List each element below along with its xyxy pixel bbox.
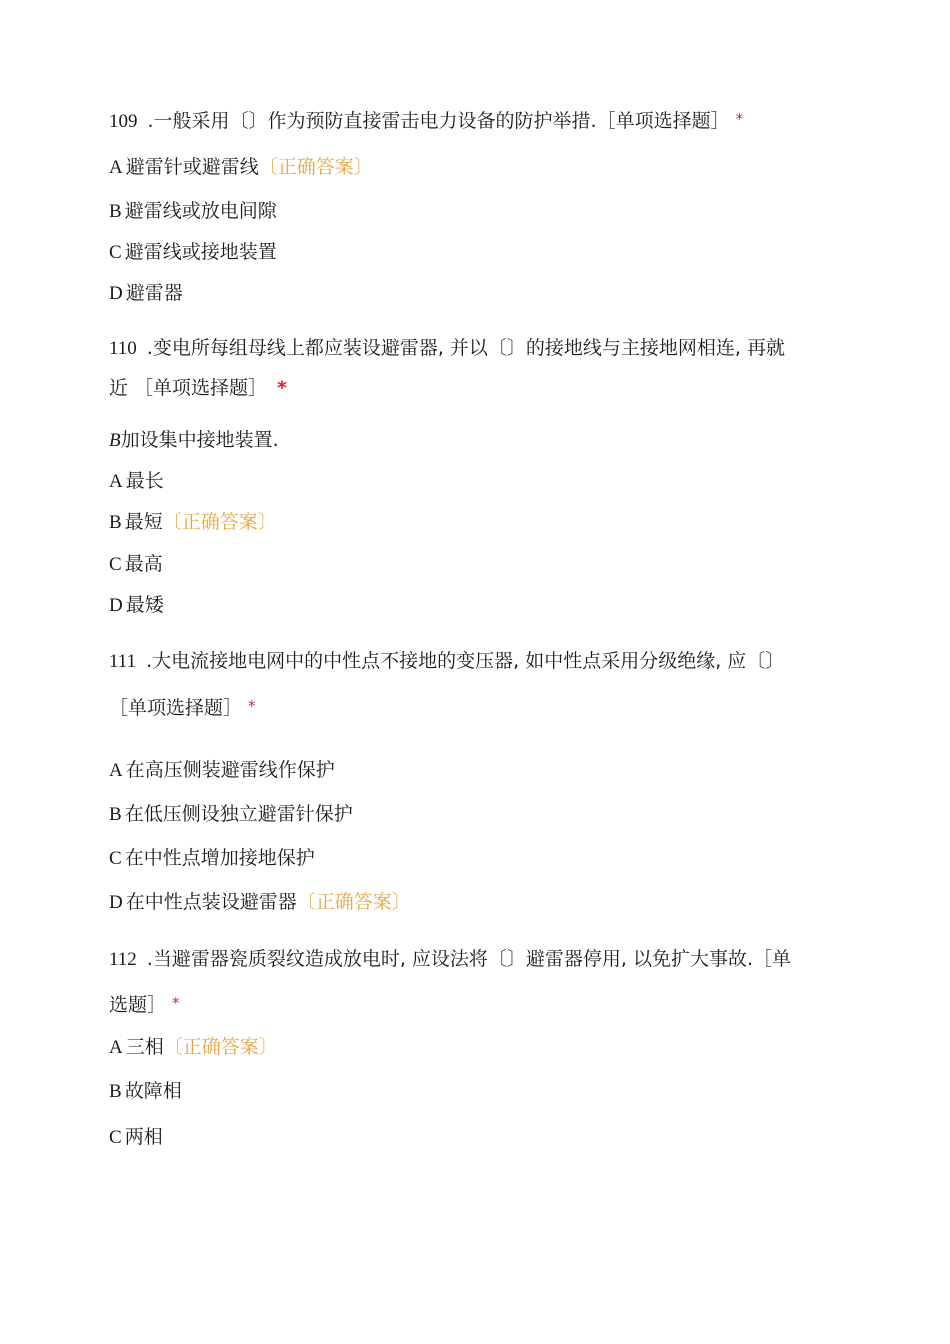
question-109-stem	[109, 107, 743, 134]
option-c[interactable]	[109, 1125, 163, 1150]
extra-letter: B	[109, 430, 121, 451]
question-110-stem-continued	[109, 376, 287, 400]
option-letter: C	[109, 1127, 122, 1148]
option-text: 在中性点增加接地保护	[124, 847, 315, 869]
option-d[interactable]	[109, 890, 411, 915]
option-text: 避雷针或避雷线	[125, 156, 259, 178]
option-text: 在高压侧装避雷线作保护	[125, 759, 335, 781]
question-112-stem	[109, 947, 791, 972]
option-letter: D	[109, 595, 123, 616]
question-text: 选题］	[109, 994, 167, 1016]
question-text: .大电流接地电网中的中性点不接地的变压器, 如中性点采用分级绝缘, 应〔〕	[146, 650, 785, 672]
required-star: *	[248, 697, 256, 715]
question-number: 111	[109, 651, 137, 672]
question-110-stem	[109, 336, 785, 361]
option-letter: A	[109, 760, 123, 781]
question-111-stem	[109, 649, 784, 674]
option-a[interactable]	[109, 758, 335, 783]
option-text: 最高	[124, 553, 163, 575]
question-text: 近 ［单项选择题］	[109, 377, 268, 399]
option-text: 最长	[125, 470, 164, 492]
question-text: .变电所每组母线上都应装设避雷器, 并以〔〕的接地线与主接地网相连, 再就	[146, 337, 785, 359]
option-text: 避雷器	[125, 282, 183, 304]
option-letter: B	[109, 1081, 122, 1102]
option-text: 最矮	[125, 594, 164, 616]
option-text: 在低压侧设独立避雷针保护	[124, 803, 353, 825]
option-letter: D	[109, 892, 123, 913]
option-letter: A	[109, 157, 123, 178]
option-a[interactable]	[109, 1035, 278, 1060]
option-letter: C	[109, 242, 122, 263]
option-letter: C	[109, 848, 122, 869]
required-star: *	[172, 994, 180, 1012]
option-c[interactable]	[109, 846, 315, 871]
option-text: 避雷线或放电间隙	[124, 200, 277, 222]
question-text: .当避雷器瓷质裂纹造成放电时, 应设法将〔〕避雷器停用, 以免扩大事故.［单	[146, 948, 792, 970]
extra-text: 加设集中接地装置.	[120, 429, 279, 451]
option-b[interactable]	[109, 510, 277, 535]
option-b[interactable]	[109, 802, 353, 827]
option-letter: C	[109, 554, 122, 575]
correct-answer-tag: 〔正确答案〕	[162, 511, 277, 533]
question-number: 110	[109, 338, 137, 359]
option-letter: B	[109, 804, 122, 825]
correct-answer-tag: 〔正确答案〕	[163, 1036, 278, 1058]
option-text: 三相	[125, 1036, 164, 1058]
question-text: ［单项选择题］	[109, 697, 243, 719]
option-text: 故障相	[124, 1080, 182, 1102]
question-111-stem-continued	[109, 694, 256, 720]
correct-answer-tag: 〔正确答案〕	[296, 891, 411, 913]
option-text: 在中性点装设避雷器	[125, 891, 297, 913]
question-number: 112	[109, 949, 137, 970]
option-c[interactable]	[109, 552, 163, 577]
option-text: 避雷线或接地装置	[124, 241, 277, 263]
option-letter: A	[109, 1037, 123, 1058]
option-b[interactable]	[109, 1079, 182, 1104]
correct-answer-tag: 〔正确答案〕	[258, 156, 373, 178]
option-d[interactable]	[109, 281, 183, 306]
option-letter: D	[109, 283, 123, 304]
required-star: *	[277, 377, 287, 399]
question-text: .一般采用〔〕作为预防直接雷击电力设备的防护举措.［单项选择题］	[147, 110, 730, 132]
required-star: *	[735, 110, 744, 128]
question-110-extra	[109, 428, 279, 453]
option-a[interactable]	[109, 155, 373, 180]
question-112-stem-continued	[109, 991, 180, 1017]
option-letter: A	[109, 471, 123, 492]
option-letter: B	[109, 201, 122, 222]
option-letter: B	[109, 512, 122, 533]
option-c[interactable]	[109, 240, 277, 265]
option-b[interactable]	[109, 199, 277, 224]
option-text: 两相	[124, 1126, 163, 1148]
question-number: 109	[109, 111, 138, 132]
option-a[interactable]	[109, 469, 164, 494]
option-text: 最短	[124, 511, 163, 533]
option-d[interactable]	[109, 593, 164, 618]
